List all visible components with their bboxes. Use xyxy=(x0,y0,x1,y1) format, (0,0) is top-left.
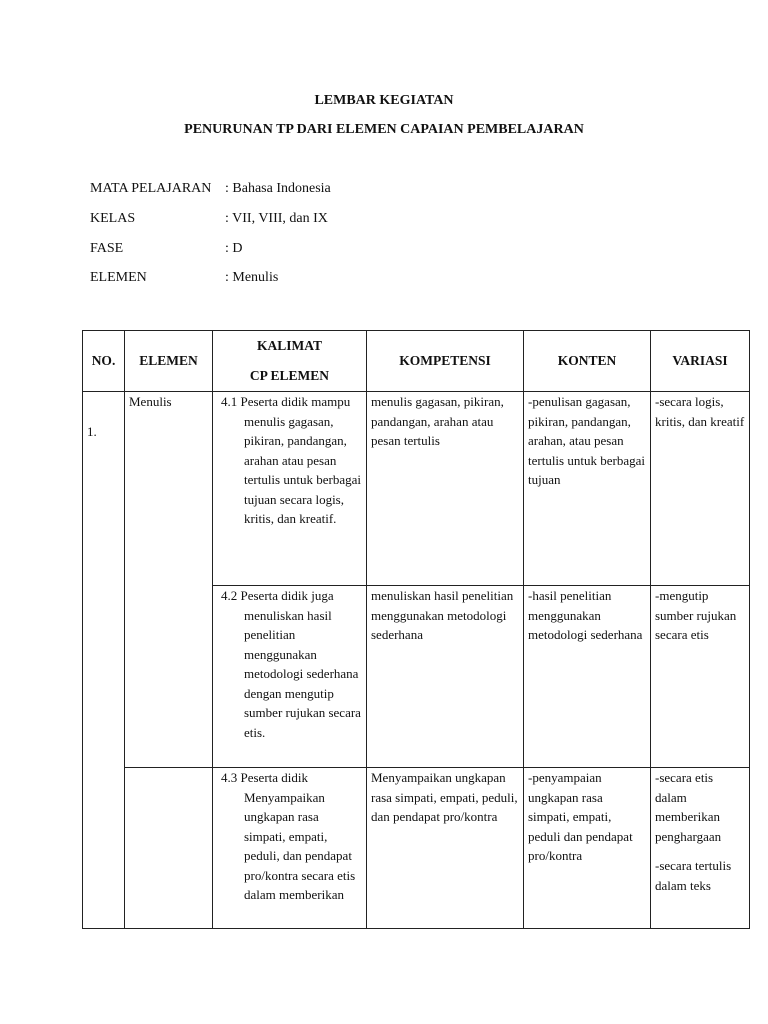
table-header-row xyxy=(83,331,750,392)
kompetensi-cell xyxy=(367,392,524,586)
header-konten: KONTEN xyxy=(524,331,651,392)
meta-value: : Menulis xyxy=(225,270,279,285)
header-kompetensi: KOMPETENSI xyxy=(367,331,524,392)
document-subtitle: PENURUNAN TP DARI ELEMEN CAPAIAN PEMBELAJARAN xyxy=(184,122,584,137)
header-no: NO. xyxy=(83,331,125,392)
header-elemen: ELEMEN xyxy=(125,331,213,392)
variasi-text: -mengutip sumber rujukan secara etis xyxy=(655,588,737,642)
kalimat-text: 4.3 Peserta didik Menyampaikan ungkapan rasa simpati, empati, peduli, dan pendapat pro/kontra secara etis dalam memberikan xyxy=(221,770,356,902)
document-title: LEMBAR KEGIATAN xyxy=(314,93,454,108)
meta-label: ELEMEN xyxy=(90,270,147,285)
konten-cell xyxy=(524,586,651,768)
meta-value: : D xyxy=(225,241,243,256)
row-number: 1. xyxy=(87,424,97,439)
konten-text: -hasil penelitian menggunakan metodologi sederhana xyxy=(528,588,643,642)
cp-table xyxy=(82,330,750,929)
variasi-text: -secara logis, kritis, dan kreatif xyxy=(655,394,745,429)
konten-cell xyxy=(524,392,651,586)
variasi-cell xyxy=(651,768,750,929)
row-number-cell xyxy=(83,392,125,929)
elemen-cell xyxy=(125,392,213,768)
kalimat-cell xyxy=(213,586,367,768)
variasi-cell xyxy=(651,586,750,768)
kalimat-text: 4.2 Peserta didik juga menuliskan hasil penelitian menggunakan metodologi sederhana dengan mengutip sumber rujukan secara etis. xyxy=(221,588,361,740)
meta-label: MATA PELAJARAN xyxy=(90,181,212,196)
header-kalimat-line1: KALIMAT xyxy=(256,338,322,353)
kalimat-text: 4.1 Peserta didik mampu menulis gagasan, pikiran, pandangan, arahan atau pesan tertulis untuk berbagai tujuan secara logis, kritis, dan kreatif. xyxy=(221,394,361,526)
kompetensi-text: Menyampaikan ungkapan rasa simpati, empati, peduli, dan pendapat pro/kontra xyxy=(371,770,518,824)
elemen-cell-empty xyxy=(125,768,213,929)
table-row xyxy=(83,768,750,929)
konten-cell xyxy=(524,768,651,929)
header-kalimat-line2: CP ELEMEN xyxy=(249,368,330,383)
elemen-text: Menulis xyxy=(129,394,172,409)
kompetensi-cell xyxy=(367,768,524,929)
meta-label: FASE xyxy=(90,241,124,256)
kompetensi-cell xyxy=(367,586,524,768)
variasi-text: -secara tertulis dalam teks xyxy=(655,858,732,893)
variasi-text: -secara etis dalam memberikan penghargaan xyxy=(655,770,722,844)
meta-label: KELAS xyxy=(90,211,136,226)
kalimat-cell xyxy=(213,768,367,929)
konten-text: -penyampaian ungkapan rasa simpati, empati, peduli dan pendapat pro/kontra xyxy=(528,770,633,863)
kalimat-cell xyxy=(213,392,367,586)
table-row xyxy=(83,392,750,586)
meta-value: : VII, VIII, dan IX xyxy=(225,211,328,226)
meta-value: : Bahasa Indonesia xyxy=(225,181,331,196)
konten-text: -penulisan gagasan, pikiran, pandangan, arahan, atau pesan tertulis untuk berbagai tujuan xyxy=(528,394,645,487)
variasi-cell xyxy=(651,392,750,586)
header-kalimat xyxy=(213,331,367,392)
kompetensi-text: menuliskan hasil penelitian menggunakan metodologi sederhana xyxy=(371,588,514,642)
kompetensi-text: menulis gagasan, pikiran, pandangan, arahan atau pesan tertulis xyxy=(371,394,504,448)
header-variasi: VARIASI xyxy=(651,331,750,392)
